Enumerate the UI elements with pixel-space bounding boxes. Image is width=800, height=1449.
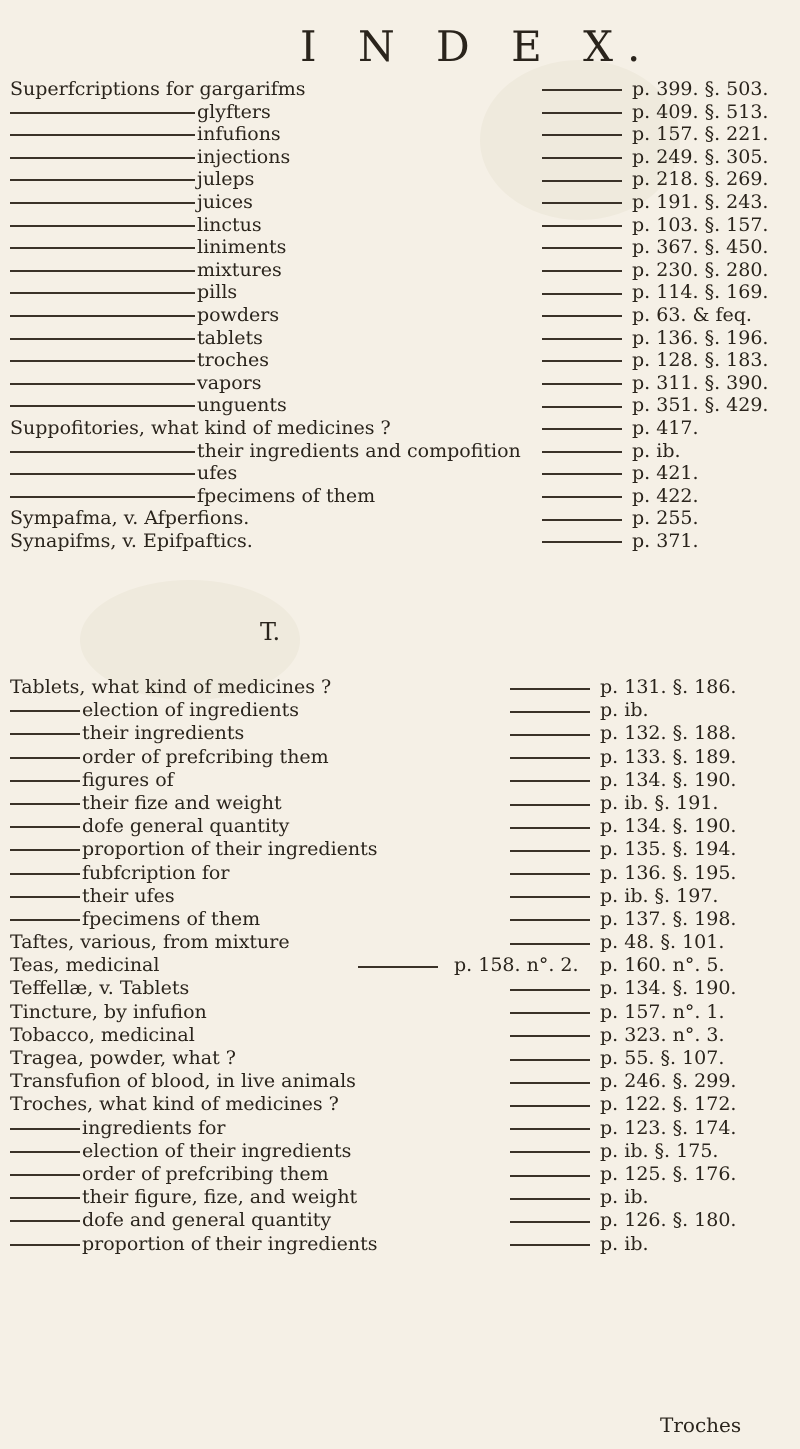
- leader-rule: [510, 711, 590, 713]
- leader-rule: [542, 247, 622, 249]
- entry-label: [10, 792, 282, 815]
- entry-label: [10, 1140, 351, 1163]
- entry-text: Sympafma, v. Afperfions.: [10, 507, 250, 530]
- entry-label: [10, 530, 253, 553]
- entry-ref: p. ib.: [600, 699, 649, 722]
- entry-text: powders: [197, 303, 280, 326]
- index-entry: [0, 1070, 800, 1093]
- index-entry: [0, 146, 800, 169]
- leader-rule: [542, 541, 622, 543]
- ditto-dash: [10, 473, 195, 475]
- index-entry: [0, 1209, 800, 1232]
- entry-label: [10, 101, 271, 124]
- leader-rule: [542, 293, 622, 295]
- entry-label: [10, 838, 378, 861]
- entry-label: [10, 304, 279, 327]
- ditto-dash: [10, 1220, 80, 1222]
- ditto-dash: [10, 292, 195, 294]
- leader-rule: [510, 850, 590, 852]
- index-entry: [0, 440, 800, 463]
- leader-rule: [542, 496, 622, 498]
- index-entry: [0, 507, 800, 530]
- ditto-dash: [10, 202, 195, 204]
- entry-ref: p. 230. §. 280.: [632, 258, 769, 281]
- ditto-dash: [10, 179, 195, 181]
- ditto-dash: [10, 710, 80, 712]
- entry-text: Troches, what kind of medicines ?: [10, 1093, 339, 1116]
- entry-ref: p. 134. §. 190.: [600, 815, 737, 838]
- entry-label: [10, 1163, 329, 1186]
- ditto-dash: [10, 896, 80, 898]
- entry-ref: p. 131. §. 186.: [600, 676, 737, 698]
- ditto-dash: [10, 1197, 80, 1199]
- entry-ref: p. 160. n°. 5.: [600, 954, 725, 977]
- entry-ref: p. 135. §. 194.: [600, 838, 737, 861]
- ditto-dash: [10, 383, 195, 385]
- index-entry: [0, 485, 800, 508]
- entry-text: Teffellæ, v. Tablets: [10, 977, 190, 1000]
- entry-label: [10, 259, 282, 282]
- entry-text: election of their ingredients: [82, 1139, 352, 1162]
- index-entry: [0, 530, 800, 553]
- entry-text: figures of: [82, 768, 174, 791]
- entry-text: Tragea, powder, what ?: [10, 1047, 236, 1069]
- entry-text: dofe and general quantity: [82, 1209, 332, 1232]
- entry-label: [10, 349, 269, 372]
- entry-ref: p. ib. §. 175.: [600, 1139, 719, 1162]
- leader-rule: [510, 780, 590, 782]
- index-entry: [0, 191, 800, 214]
- entry-ref: p. 128. §. 183.: [632, 349, 769, 372]
- entry-label: [10, 885, 175, 908]
- index-entry: [0, 123, 800, 146]
- entry-text: Tobacco, medicinal: [10, 1023, 195, 1046]
- entry-ref: p. 48. §. 101.: [600, 931, 725, 954]
- entry-text: dofe general quantity: [82, 815, 290, 838]
- entry-label: [10, 146, 290, 169]
- leader-rule: [542, 428, 622, 430]
- ditto-dash: [10, 360, 195, 362]
- entry-ref: p. 157. §. 221.: [632, 123, 769, 146]
- entry-label: [10, 168, 254, 191]
- entry-ref: p. 367. §. 450.: [632, 236, 769, 259]
- entry-ref: p. 422.: [632, 484, 699, 507]
- ditto-dash: [10, 134, 195, 136]
- entry-text: their ufes: [82, 884, 175, 907]
- ditto-dash: [10, 247, 195, 249]
- entry-label: [10, 191, 253, 214]
- entry-text: liniments: [197, 236, 287, 259]
- entry-ref: p. 218. §. 269.: [632, 168, 769, 191]
- index-entry: [0, 931, 800, 954]
- index-entry: [0, 815, 800, 838]
- leader-rule: [510, 1151, 590, 1153]
- index-entry: [0, 168, 800, 191]
- entry-label: [10, 214, 262, 237]
- leader-rule: [510, 896, 590, 898]
- entry-text: linctus: [197, 213, 262, 236]
- entry-label: [10, 372, 262, 395]
- entry-ref: p. 311. §. 390.: [632, 371, 769, 394]
- entry-label: [10, 327, 263, 350]
- entry-mid-ref: p. 158. n°. 2.: [454, 954, 579, 977]
- entry-text: juices: [197, 190, 253, 213]
- index-entry: [0, 908, 800, 931]
- ditto-dash: [10, 1151, 80, 1153]
- entry-text: injections: [197, 145, 291, 168]
- entry-label: [10, 815, 289, 838]
- entry-ref: p. 134. §. 190.: [600, 768, 737, 791]
- index-entry: [0, 769, 800, 792]
- entry-ref: p. 323. n°. 3.: [600, 1023, 725, 1046]
- index-entry: [0, 304, 800, 327]
- entry-label: [10, 862, 229, 885]
- entry-label: [10, 1024, 195, 1047]
- index-entry: [0, 746, 800, 769]
- entry-ref: p. 246. §. 299.: [600, 1070, 737, 1093]
- index-entry: [0, 417, 800, 440]
- entry-text: fpecimens of them: [197, 484, 376, 507]
- leader-rule: [510, 873, 590, 875]
- leader-rule: [510, 1128, 590, 1130]
- entry-ref: p. 123. §. 174.: [600, 1116, 737, 1139]
- leader-rule: [510, 1059, 590, 1061]
- entry-text: order of prefcribing them: [82, 1162, 329, 1185]
- entry-label: [10, 1233, 378, 1256]
- entry-text: their fize and weight: [82, 791, 282, 814]
- entry-ref: p. ib.: [632, 439, 681, 462]
- entry-label: [10, 746, 329, 769]
- leader-rule: [510, 734, 590, 736]
- leader-rule: [542, 180, 622, 182]
- index-entry: [0, 78, 800, 101]
- leader-rule: [510, 757, 590, 759]
- entry-ref: p. 133. §. 189.: [600, 745, 737, 768]
- index-entry: [0, 101, 800, 124]
- index-entry: [0, 372, 800, 395]
- entry-ref: p. ib. §. 191.: [600, 791, 719, 814]
- entry-label: [10, 676, 331, 699]
- leader-rule: [510, 1012, 590, 1014]
- index-entry: [0, 1047, 800, 1070]
- leader-rule: [542, 202, 622, 204]
- leader-rule: [510, 1198, 590, 1200]
- leader-rule: [510, 943, 590, 945]
- entry-text: ingredients for: [82, 1116, 226, 1139]
- ditto-dash: [10, 451, 195, 453]
- entry-ref: p. 63. & feq.: [632, 303, 752, 326]
- entry-label: [10, 1047, 236, 1070]
- entry-ref: p. 134. §. 190.: [600, 977, 737, 1000]
- index-entry: [0, 1186, 800, 1209]
- ditto-dash: [10, 873, 80, 875]
- entry-text: troches: [197, 349, 270, 372]
- ditto-dash: [10, 225, 195, 227]
- entry-text: Synapifms, v. Epifpaftics.: [10, 529, 253, 552]
- entry-label: [10, 1093, 339, 1116]
- leader-rule: [358, 966, 438, 968]
- entry-text: vapors: [197, 371, 262, 394]
- entry-text: their ingredients: [82, 722, 245, 745]
- leader-rule: [542, 89, 622, 91]
- entry-text: Superfcriptions for gargarifms: [10, 78, 306, 100]
- ditto-dash: [10, 803, 80, 805]
- index-entry: [0, 1093, 800, 1116]
- ditto-dash: [10, 496, 195, 498]
- entry-text: tablets: [197, 326, 263, 349]
- index-entry: [0, 1117, 800, 1140]
- index-entry: [0, 1001, 800, 1024]
- entry-ref: p. 417.: [632, 416, 699, 439]
- entry-label: [10, 417, 391, 440]
- ditto-dash: [10, 1244, 80, 1246]
- index-entry: [0, 838, 800, 861]
- entry-text: Transfufion of blood, in live animals: [10, 1070, 356, 1093]
- entry-label: [10, 699, 299, 722]
- ditto-dash: [10, 1174, 80, 1176]
- leader-rule: [542, 270, 622, 272]
- leader-rule: [510, 1244, 590, 1246]
- index-entry: [0, 327, 800, 350]
- entry-ref: p. 137. §. 198.: [600, 907, 737, 930]
- entry-ref: p. 255.: [632, 507, 699, 530]
- index-entry: [0, 885, 800, 908]
- entry-label: [10, 281, 237, 304]
- index-entry: [0, 954, 800, 977]
- leader-rule: [542, 225, 622, 227]
- ditto-dash: [10, 338, 195, 340]
- index-entry: [0, 214, 800, 237]
- leader-rule: [510, 1035, 590, 1037]
- leader-rule: [510, 989, 590, 991]
- entry-label: [10, 123, 281, 146]
- entry-text: glyfters: [197, 100, 271, 123]
- entry-ref: p. 157. n°. 1.: [600, 1000, 725, 1023]
- entry-ref: p. 421.: [632, 462, 699, 485]
- catchword: Troches: [660, 1413, 742, 1437]
- page-header: I N D E X.: [300, 22, 655, 71]
- entry-ref: p. 136. §. 195.: [600, 861, 737, 884]
- index-entry: [0, 862, 800, 885]
- entry-text: pills: [197, 281, 238, 304]
- entry-ref: p. 125. §. 176.: [600, 1162, 737, 1185]
- ditto-dash: [10, 315, 195, 317]
- ditto-dash: [10, 780, 80, 782]
- ditto-dash: [10, 157, 195, 159]
- entry-ref: p. 399. §. 503.: [632, 78, 769, 100]
- ditto-dash: [10, 270, 195, 272]
- index-entry: [0, 394, 800, 417]
- leader-rule: [542, 451, 622, 453]
- index-entry: [0, 462, 800, 485]
- entry-label: [10, 440, 521, 463]
- leader-rule: [510, 827, 590, 829]
- leader-rule: [542, 383, 622, 385]
- entry-text: proportion of their ingredients: [82, 838, 378, 861]
- ditto-dash: [10, 1128, 80, 1130]
- entry-text: Taftes, various, from mixture: [10, 931, 290, 954]
- entry-label: [10, 954, 159, 977]
- index-entry: [0, 259, 800, 282]
- leader-rule: [510, 1105, 590, 1107]
- index-section-s: [0, 78, 800, 552]
- index-entry: [0, 1163, 800, 1186]
- index-entry: [0, 281, 800, 304]
- entry-ref: p. 103. §. 157.: [632, 213, 769, 236]
- entry-label: [10, 931, 290, 954]
- index-section-t: [0, 676, 800, 1256]
- entry-label: [10, 1209, 331, 1232]
- leader-rule: [542, 315, 622, 317]
- ditto-dash: [10, 112, 195, 114]
- entry-text: fpecimens of them: [82, 907, 261, 930]
- entry-label: [10, 1117, 226, 1140]
- entry-text: their figure, fize, and weight: [82, 1186, 358, 1209]
- index-entry: [0, 722, 800, 745]
- ditto-dash: [10, 405, 195, 407]
- entry-label: [10, 485, 375, 508]
- entry-label: [10, 394, 287, 417]
- index-entry: [0, 236, 800, 259]
- entry-label: [10, 462, 237, 485]
- entry-text: infufions: [197, 123, 281, 146]
- ditto-dash: [10, 826, 80, 828]
- index-entry: [0, 676, 800, 699]
- section-letter: T.: [260, 618, 281, 646]
- leader-rule: [510, 1221, 590, 1223]
- leader-rule: [510, 919, 590, 921]
- leader-rule: [510, 1175, 590, 1177]
- entry-text: Suppofitories, what kind of medicines ?: [10, 416, 391, 439]
- leader-rule: [542, 134, 622, 136]
- entry-label: [10, 78, 306, 101]
- entry-ref: p. 351. §. 429.: [632, 394, 769, 417]
- entry-ref: p. ib. §. 197.: [600, 884, 719, 907]
- ditto-dash: [10, 919, 80, 921]
- leader-rule: [510, 688, 590, 690]
- leader-rule: [542, 112, 622, 114]
- entry-label: [10, 769, 174, 792]
- leader-rule: [542, 519, 622, 521]
- entry-label: [10, 1070, 356, 1093]
- entry-text: proportion of their ingredients: [82, 1232, 378, 1255]
- leader-rule: [542, 157, 622, 159]
- entry-label: [10, 507, 249, 530]
- leader-rule: [542, 338, 622, 340]
- index-entry: [0, 699, 800, 722]
- leader-rule: [542, 406, 622, 408]
- entry-ref: p. 249. §. 305.: [632, 145, 769, 168]
- entry-ref: p. 126. §. 180.: [600, 1209, 737, 1232]
- index-entry: [0, 1140, 800, 1163]
- entry-text: unguents: [197, 394, 287, 417]
- entry-text: mixtures: [197, 258, 282, 281]
- entry-text: juleps: [197, 168, 255, 191]
- entry-text: fubfcription for: [82, 861, 230, 884]
- entry-text: Teas, medicinal: [10, 954, 160, 977]
- entry-ref: p. 409. §. 513.: [632, 100, 769, 123]
- entry-ref: p. ib.: [600, 1232, 649, 1255]
- entry-text: their ingredients and compofition: [197, 439, 521, 462]
- entry-text: Tincture, by infufion: [10, 1000, 207, 1023]
- entry-text: order of prefcribing them: [82, 745, 329, 768]
- leader-rule: [542, 473, 622, 475]
- ditto-dash: [10, 849, 80, 851]
- index-entry: [0, 349, 800, 372]
- entry-text: ufes: [197, 462, 238, 485]
- entry-ref: p. 371.: [632, 529, 699, 552]
- index-entry: [0, 1233, 800, 1256]
- leader-rule: [542, 360, 622, 362]
- entry-ref: p. ib.: [600, 1186, 649, 1209]
- leader-rule: [510, 1082, 590, 1084]
- entry-ref: p. 191. §. 243.: [632, 190, 769, 213]
- ditto-dash: [10, 757, 80, 759]
- entry-ref: p. 122. §. 172.: [600, 1093, 737, 1116]
- ditto-dash: [10, 733, 80, 735]
- entry-ref: p. 55. §. 107.: [600, 1047, 725, 1069]
- entry-label: [10, 1001, 207, 1024]
- leader-rule: [510, 804, 590, 806]
- entry-text: Tablets, what kind of medicines ?: [10, 676, 332, 698]
- entry-text: election of ingredients: [82, 699, 300, 722]
- entry-ref: p. 114. §. 169.: [632, 281, 769, 304]
- entry-label: [10, 908, 260, 931]
- entry-ref: p. 136. §. 196.: [632, 326, 769, 349]
- index-entry: [0, 792, 800, 815]
- entry-label: [10, 977, 189, 1000]
- entry-label: [10, 236, 286, 259]
- entry-ref: p. 132. §. 188.: [600, 722, 737, 745]
- entry-label: [10, 722, 244, 745]
- entry-label: [10, 1186, 357, 1209]
- index-entry: [0, 977, 800, 1000]
- index-entry: [0, 1024, 800, 1047]
